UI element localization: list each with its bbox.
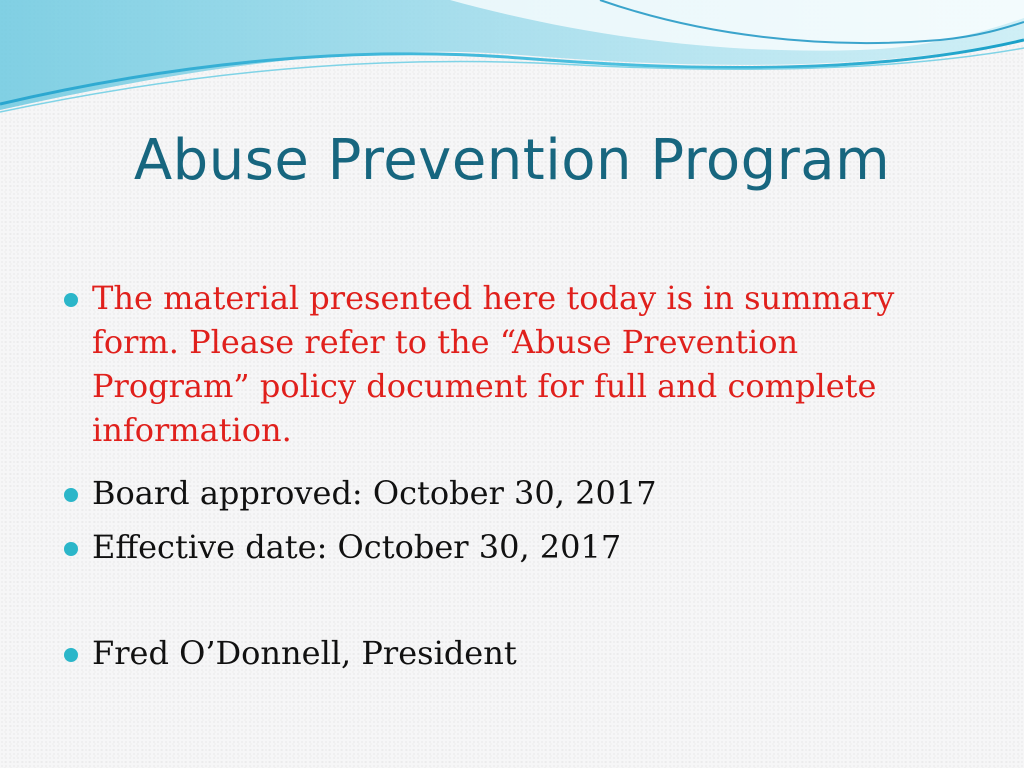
bullet-marker-icon [64,488,78,502]
bullet-item-policy-note [64,276,964,452]
bullet-item-effective-date [64,525,964,569]
bullet-text: Fred O’Donnell, President [92,634,517,672]
bullet-marker-icon [64,293,78,307]
bullet-text: Effective date: October 30, 2017 [92,528,622,566]
bullet-marker-icon [64,648,78,662]
slide-title: Abuse Prevention Program [133,128,891,193]
bullet-marker-icon [64,542,78,556]
bullet-item-president [64,631,964,675]
bullet-item-board-approved [64,471,964,515]
bullet-text: The material presented here today is in summary form. Please refer to the “Abuse Prevention Program” policy document for full and complete information. [92,279,895,449]
bullet-text: Board approved: October 30, 2017 [92,474,657,512]
